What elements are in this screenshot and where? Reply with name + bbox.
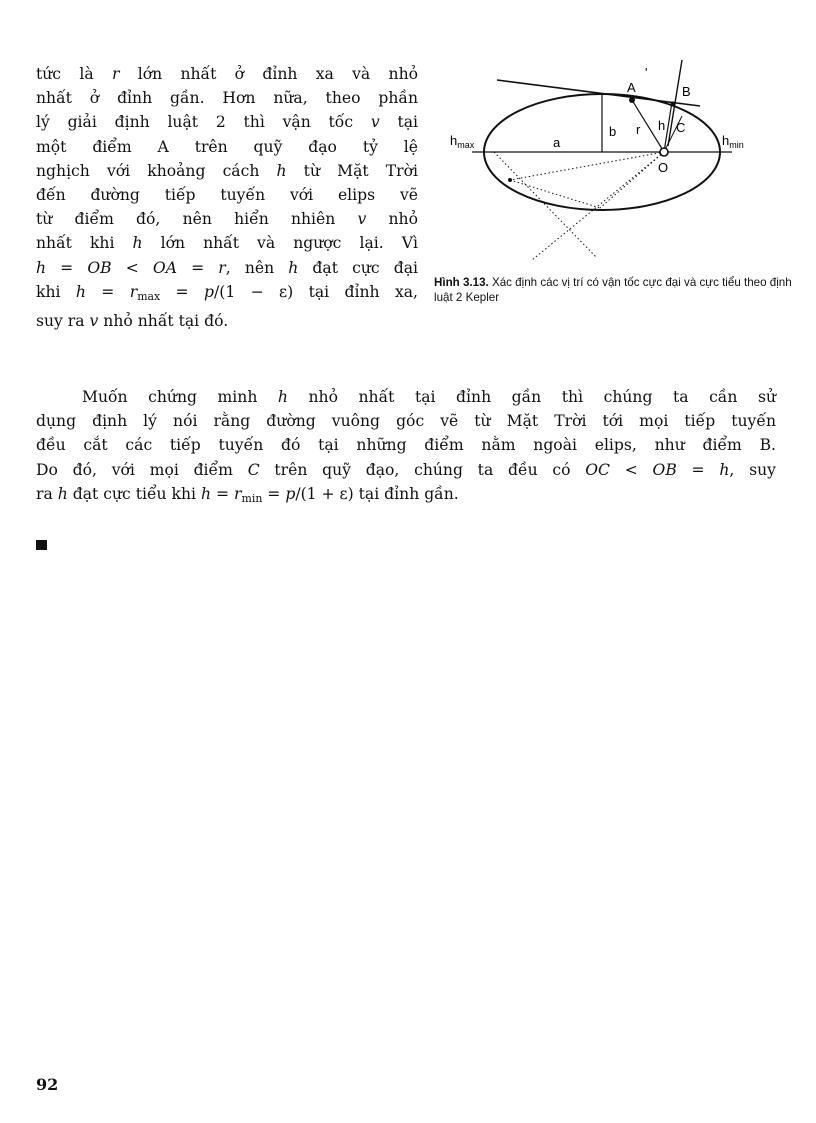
text-line: ra h đạt cực tiểu khi $h = r_{min} = p/(1 + \varepsilon)$ tại đỉnh gần.	[36, 484, 459, 505]
text-line: nhất khi h lớn nhất và ngược lại. Vì	[36, 234, 419, 253]
label-r: r	[636, 122, 641, 137]
text-line: tức là r lớn nhất ở đỉnh xa và nhỏ	[36, 65, 419, 83]
orbit-diagram	[432, 58, 784, 270]
text-line: Muốn chứng minh h nhỏ nhất tại đỉnh gần thì chúng ta cần sử	[82, 388, 776, 406]
label-a-mark: '	[645, 65, 648, 80]
page-number: 92	[36, 1075, 59, 1094]
label-a: A	[627, 80, 636, 95]
text-line: nghịch với khoảng cách h từ Mặt Trời	[36, 161, 418, 180]
text-line: một điểm A trên quỹ đạo tỷ lệ	[36, 137, 418, 156]
label-h: h	[658, 118, 666, 133]
text-line: suy ra v nhỏ nhất tại đó.	[36, 312, 229, 331]
text-line: h = OB < OA = r, nên h đạt cực đại	[36, 258, 418, 277]
label-b-axis: b	[609, 124, 617, 139]
label-a-axis: a	[553, 135, 561, 150]
text-line: Do đó, với mọi điểm C trên quỹ đạo, chúng ta đều có OC < OB = h, suy	[36, 460, 776, 479]
body-paragraph	[36, 385, 776, 511]
text-line: lý giải định luật 2 thì vận tốc v tại	[36, 113, 419, 132]
label-c: C	[676, 120, 686, 135]
left-column-text	[36, 62, 418, 333]
figure-caption	[434, 275, 794, 305]
tangent-line	[497, 80, 700, 106]
label-hmax: $h_{max}$	[450, 133, 475, 150]
point-a	[629, 97, 635, 103]
point-o	[660, 148, 668, 156]
caption-number: Hình 3.13.	[434, 276, 489, 289]
text-line: từ điểm đó, nên hiển nhiên v nhỏ	[36, 210, 418, 229]
label-hmin: $h_{min}$	[722, 133, 744, 150]
label-b: B	[682, 84, 691, 99]
end-of-proof-mark	[36, 540, 47, 550]
caption-text: Xác định các vị trí có vận tốc cực đại và cực tiểu theo định luật 2 Kepler	[434, 276, 792, 304]
point-b	[671, 102, 676, 107]
text-line: đến đường tiếp tuyến với elips vẽ	[36, 186, 418, 205]
label-o: O	[658, 160, 669, 175]
text-line: khi $h = r_{max} = p/(1 - \varepsilon)$ tại đỉnh xa,	[36, 282, 418, 303]
text-line: đều cắt các tiếp tuyến đó tại những điểm nằm ngoài elips, như điểm B.	[36, 436, 776, 455]
point-left	[508, 178, 512, 182]
text-line: nhất ở đỉnh gần. Hơn nữa, theo phần	[36, 89, 418, 108]
text-line: dụng định lý nói rằng đường vuông góc vẽ từ Mặt Trời tới mọi tiếp tuyến	[36, 412, 776, 431]
